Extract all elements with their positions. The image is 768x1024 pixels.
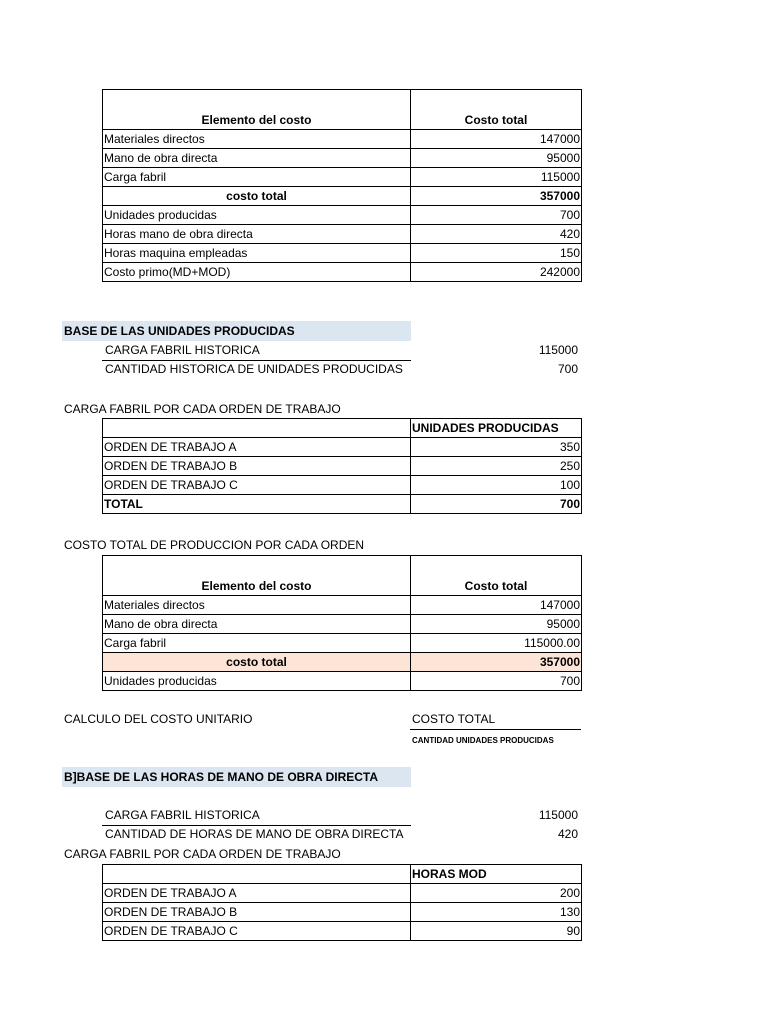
row-label: Carga fabril — [103, 634, 411, 653]
section-b-title: B]BASE DE LAS HORAS DE MANO DE OBRA DIRECTA — [62, 767, 411, 787]
row-label: ORDEN DE TRABAJO A — [103, 438, 411, 457]
row-label: Materiales directos — [103, 130, 411, 149]
row-value: 147000 — [411, 130, 582, 149]
row-label: Unidades producidas — [103, 672, 411, 691]
row-label: Mano de obra directa — [103, 149, 411, 168]
blank-cell — [103, 419, 411, 438]
table-row-total — [103, 653, 582, 672]
header-cell: Costo total — [411, 556, 582, 596]
row-label: Horas maquina empleadas — [103, 244, 411, 263]
row-value: 115000 — [411, 168, 582, 187]
row-value: 250 — [411, 457, 582, 476]
table-row — [103, 149, 582, 168]
table-row — [103, 457, 582, 476]
cost-elements-table — [102, 89, 582, 282]
cost-per-order-table — [102, 555, 582, 691]
orders-title: CARGA FABRIL POR CADA ORDEN DE TRABAJO — [64, 402, 341, 416]
row-label: costo total — [103, 653, 411, 672]
row-value: 700 — [411, 672, 582, 691]
row-label: Materiales directos — [103, 596, 411, 615]
table-row-total — [103, 187, 582, 206]
row-label: costo total — [103, 187, 411, 206]
row-value: 130 — [411, 903, 582, 922]
row-label: Mano de obra directa — [103, 615, 411, 634]
table-row — [103, 168, 582, 187]
row-label: ORDEN DE TRABAJO B — [103, 903, 411, 922]
denominator-label: CANTIDAD DE HORAS DE MANO DE OBRA DIRECTA — [105, 827, 404, 841]
table-header-row — [103, 90, 582, 130]
denominator-label: CANTIDAD HISTORICA DE UNIDADES PRODUCIDAS — [105, 362, 403, 376]
row-value: 700 — [411, 495, 582, 514]
row-value: 200 — [411, 884, 582, 903]
table-row-total — [103, 495, 582, 514]
table-row — [103, 244, 582, 263]
row-value: 115000.00 — [411, 634, 582, 653]
fraction-line — [410, 729, 581, 730]
orders-units-table — [102, 418, 582, 514]
table-header-row — [103, 419, 582, 438]
row-value: 150 — [411, 244, 582, 263]
denominator-value: 420 — [557, 827, 578, 841]
numerator-value: 115000 — [538, 808, 578, 822]
row-value: 357000 — [411, 187, 582, 206]
row-label: TOTAL — [103, 495, 411, 514]
denominator-value: 700 — [557, 362, 578, 376]
header-cell: Elemento del costo — [103, 90, 411, 130]
table-row — [103, 225, 582, 244]
unit-cost-numerator: COSTO TOTAL — [412, 712, 496, 726]
section-a-title: BASE DE LAS UNIDADES PRODUCIDAS — [62, 321, 411, 341]
row-label: Costo primo(MD+MOD) — [103, 263, 411, 282]
row-value: 350 — [411, 438, 582, 457]
header-cell: Costo total — [411, 90, 582, 130]
row-value: 242000 — [411, 263, 582, 282]
table-row — [103, 130, 582, 149]
row-label: ORDEN DE TRABAJO B — [103, 457, 411, 476]
orders-hours-table — [102, 864, 582, 941]
table-row — [103, 206, 582, 225]
header-cell: HORAS MOD — [411, 865, 582, 884]
blank-cell — [103, 865, 411, 884]
orders-title: CARGA FABRIL POR CADA ORDEN DE TRABAJO — [64, 847, 341, 861]
row-value: 700 — [411, 206, 582, 225]
table-row — [103, 903, 582, 922]
row-value: 100 — [411, 476, 582, 495]
row-label: Unidades producidas — [103, 206, 411, 225]
header-cell: UNIDADES PRODUCIDAS — [411, 419, 582, 438]
table-row — [103, 615, 582, 634]
table-row — [103, 922, 582, 941]
table-header-row — [103, 865, 582, 884]
table-row — [103, 884, 582, 903]
header-cell: Elemento del costo — [103, 556, 411, 596]
row-value: 357000 — [411, 653, 582, 672]
numerator-label: CARGA FABRIL HISTORICA — [105, 808, 260, 822]
numerator-value: 115000 — [538, 343, 578, 357]
table-row — [103, 476, 582, 495]
row-label: ORDEN DE TRABAJO C — [103, 476, 411, 495]
row-label: Horas mano de obra directa — [103, 225, 411, 244]
row-value: 147000 — [411, 596, 582, 615]
row-label: Carga fabril — [103, 168, 411, 187]
row-value: 95000 — [411, 615, 582, 634]
row-value: 420 — [411, 225, 582, 244]
table-row — [103, 263, 582, 282]
numerator-label: CARGA FABRIL HISTORICA — [105, 343, 260, 357]
row-value: 95000 — [411, 149, 582, 168]
table-row — [103, 672, 582, 691]
row-label: ORDEN DE TRABAJO C — [103, 922, 411, 941]
table-row — [103, 596, 582, 615]
unit-cost-label: CALCULO DEL COSTO UNITARIO — [64, 712, 253, 726]
table-header-row — [103, 556, 582, 596]
row-label: ORDEN DE TRABAJO A — [103, 884, 411, 903]
table-row — [103, 634, 582, 653]
unit-cost-denominator: CANTIDAD UNIDADES PRODUCIDAS — [412, 736, 554, 745]
row-value: 90 — [411, 922, 582, 941]
cost-section-title: COSTO TOTAL DE PRODUCCION POR CADA ORDEN — [64, 538, 365, 552]
table-row — [103, 438, 582, 457]
